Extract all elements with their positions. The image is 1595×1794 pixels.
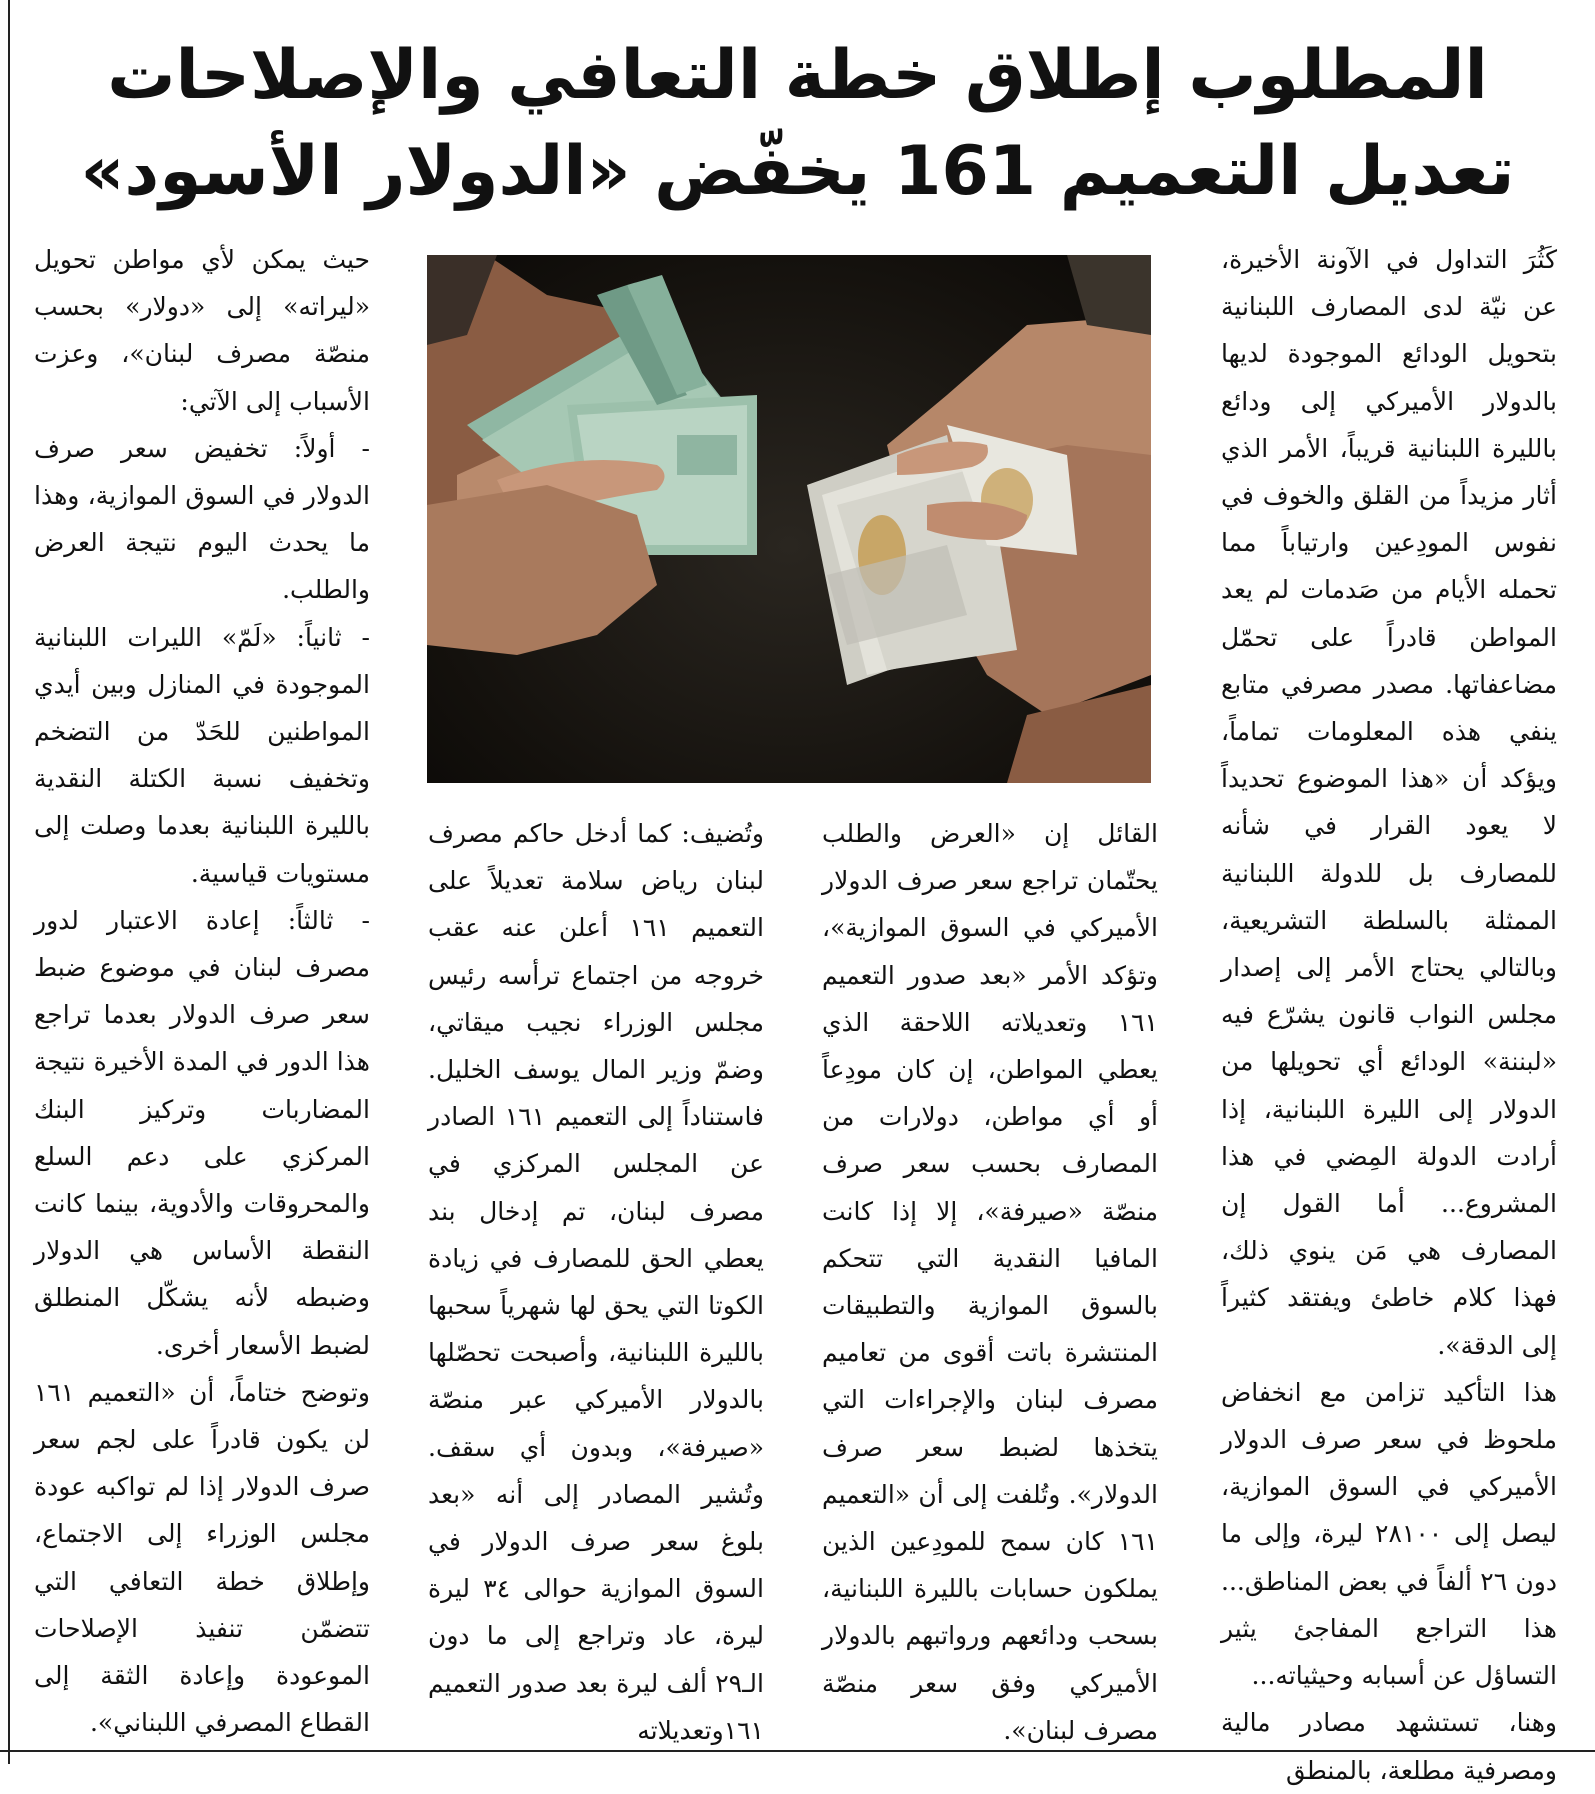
paragraph: - ثالثاً: إعادة الاعتبار لدور مصرف لبنان في موضوع ضبط سعر صرف الدولار بعدما تراجع هذا الدور في المدة الأخيرة نتيجة المضاربات وتركيز البنك المركزي على دعم السلع والمحروقات والأدوية، بينما كانت النقطة الأساس هي الدولار وضبطه لأنه يشكّل المنطلق لضبط الأسعار أخرى. — [34, 905, 370, 1360]
headline-line-1: المطلوب إطلاق خطة التعافي والإصلاحات — [107, 36, 1488, 115]
column-middle-right — [822, 810, 1158, 1748]
paragraph: حيث يمكن لأي مواطن تحويل «ليراته» إلى «دولار» بحسب منصّة مصرف لبنان»، وعزت الأسباب إلى الآتي: — [34, 245, 370, 416]
article-headline — [40, 28, 1555, 220]
page-left-rule — [8, 0, 10, 1764]
column-right — [1221, 236, 1557, 1785]
headline-line-2: تعديل التعميم 161 يخفّض «الدولار الأسود» — [80, 132, 1515, 211]
page-bottom-rule — [0, 1750, 1595, 1752]
paragraph: هذا التأكيد تزامن مع انخفاض ملحوظ في سعر صرف الدولار الأميركي في السوق الموازية، ليصل إلى ٢٨١٠٠ ليرة، وإلى ما دون ٢٦ ألفاً في بعض المناطق... هذا التراجع المفاجئ يثير التساؤل عن أسبابه وحيثياته... — [1221, 1377, 1557, 1691]
paragraph: وهنا، تستشهد مصادر مالية ومصرفية مطلعة، بالمنطق — [1221, 1708, 1557, 1785]
paragraph: وتوضح ختاماً، أن «التعميم ١٦١ لن يكون قادراً على لجم سعر صرف الدولار إذا لم تواكبه عودة مجلس الوزراء إلى الاجتماع، وإطلاق خطة التعافي التي تتضمّن تنفيذ الإصلاحات الموعودة وإعادة الثقة إلى القطاع المصرفي اللبناني». — [34, 1377, 370, 1738]
paragraph: كَثُرَ التداول في الآونة الأخيرة، عن نيّة لدى المصارف اللبنانية بتحويل الودائع الموجودة لديها بالدولار الأميركي إلى ودائع بالليرة اللبنانية قريباً، الأمر الذي أثار مزيداً من القلق والخوف في نفوس المودِعين وارتياباً مما تحمله الأيام من صَدمات لم يعد المواطن قادراً على تحمّل مضاعفاتها. مصدر مصرفي متابع ينفي هذه المعلومات تماماً، ويؤكد أن «هذا الموضوع تحديداً لا يعود القرار في شأنه للمصارف بل للدولة اللبنانية الممثلة بالسلطة التشريعية، وبالتالي يحتاج الأمر إلى إصدار مجلس النواب قانون يشرّع فيه «لبننة» الودائع أي تحويلها من الدولار إلى الليرة اللبنانية، إذا أرادت الدولة المِضي في هذا المشروع... أما القول إن المصارف هي مَن ينوي ذلك، فهذا كلام خاطئ ويفتقد كثيراً إلى الدقة». — [1221, 245, 1557, 1360]
column-middle-left — [428, 810, 764, 1748]
banknotes-exchange-photo — [427, 255, 1151, 783]
column-left — [34, 236, 370, 1748]
paragraph: - ثانياً: «لَمّ» الليرات اللبنانية الموجودة في المنازل وبين أيدي المواطنين للحَدّ من التضخم وتخفيف نسبة الكتلة النقدية بالليرة اللبنانية بعدما وصلت إلى مستويات قياسية. — [34, 622, 370, 888]
paragraph: - أولاً: تخفيض سعر صرف الدولار في السوق الموازية، وهذا ما يحدث اليوم نتيجة العرض والطلب. — [34, 433, 370, 605]
photo-illustration — [427, 255, 1151, 783]
paragraph: القائل إن «العرض والطلب يحتّمان تراجع سعر صرف الدولار الأميركي في السوق الموازية»، وتؤكد الأمر «بعد صدور التعميم ١٦١ وتعديلاته اللاحقة الذي يعطي المواطن، إن كان مودِعاً أو أي مواطن، دولارات من المصارف بحسب سعر صرف منصّة «صيرفة»، إلا إذا كانت المافيا النقدية التي تتحكم بالسوق الموازية والتطبيقات المنتشرة باتت أقوى من تعاميم مصرف لبنان والإجراءات التي يتخذها لضبط سعر صرف الدولار». وتُلفت إلى أن «التعميم ١٦١ كان سمح للمودِعين الذين يملكون حسابات بالليرة اللبنانية، بسحب ودائعهم ورواتبهم بالدولار الأميركي وفق سعر منصّة مصرف لبنان». — [822, 819, 1158, 1745]
paragraph: وتُضيف: كما أدخل حاكم مصرف لبنان رياض سلامة تعديلاً على التعميم ١٦١ أعلن عنه عقب خروجه من اجتماع ترأسه رئيس مجلس الوزراء نجيب ميقاتي، وضمّ وزير المال يوسف الخليل. فاستناداً إلى التعميم ١٦١ الصادر عن المجلس المركزي في مصرف لبنان، تم إدخال بند يعطي الحق للمصارف في زيادة الكوتا التي يحق لها شهرياً سحبها بالليرة اللبنانية، وأصبحت تحصّلها بالدولار الأميركي عبر منصّة «صيرفة»، وبدون أي سقف. وتُشير المصادر إلى أنه «بعد بلوغ سعر صرف الدولار في السوق الموازية حوالى ٣٤ ليرة ليرة، عاد وتراجع إلى ما دون الـ٢٩ ألف ليرة بعد صدور التعميم ١٦١وتعديلاته — [428, 819, 765, 1745]
